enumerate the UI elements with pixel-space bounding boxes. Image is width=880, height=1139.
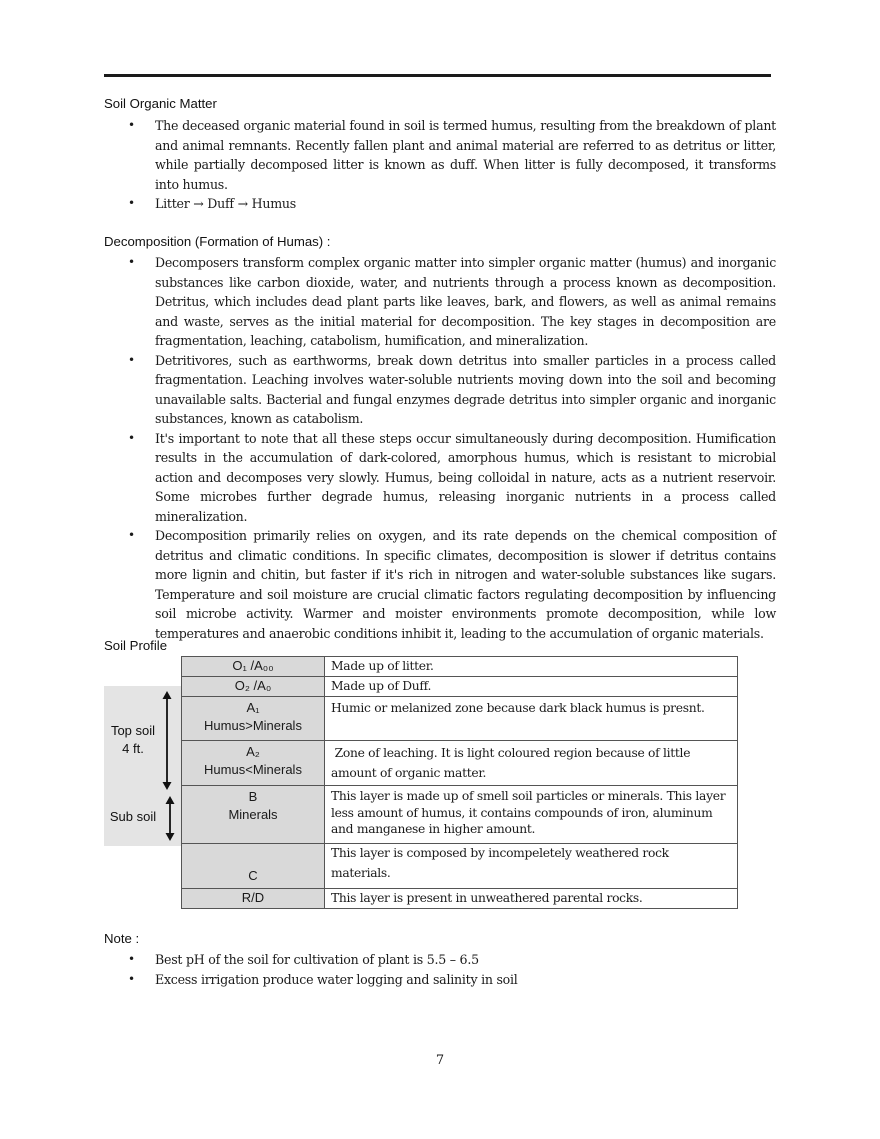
layer-cell: O₁ /A₀₀ [182,657,325,677]
list-item: • Detritivores, such as earthworms, break down detritus into smaller particles in a process called fragmentation. Leaching involves water-soluble nutrients moving down into the soil and becoming unavailable salts. Bacterial and fungal enzymes degrade detritus into simpler organic and inorganic substances, known as catabolism. [128,352,776,426]
description-cell: This layer is made up of smell soil particles or minerals. This layer less amount of humus, it contains compounds of iron, aluminum and manganese in higher amount. [325,786,738,844]
table-row [182,786,738,844]
description-cell: This layer is composed by incompeletely weathered rock materials. [325,844,738,889]
description-cell: Zone of leaching. It is light coloured region because of little amount of organic matter. [325,741,738,786]
description-cell: Humic or melanized zone because dark black humus is presnt. [325,697,738,741]
list-item: • Decomposers transform complex organic matter into simpler organic matter (humus) and inorganic substances like carbon dioxide, water, and nutrients through a process known as decomposition. Detritus, which includes dead plant parts like leaves, bark, and flowers, as well as animal remains and waste, serves as the initial material for decomposition. The key stages in decomposition are fragmentation, leaching, catabolism, humification, and mineralization. [128,255,776,348]
list-item: • Decomposition primarily relies on oxygen, and its rate depends on the chemical composition of detritus and climatic conditions. In specific climates, decomposition is slower if detritus contains more lignin and chitin, but faster if it's rich in nitrogen and water-soluble substances like sugars. Temperature and soil moisture are crucial climatic factors regulating decomposition by influencing soil microbe activity. Warmer and moister environments promote decomposition, while low temperatures and anaerobic conditions inhibit it, leading to the accumulation of organic materials. [128,528,776,641]
note-heading: Note : [104,931,140,946]
bullet-icon: • [128,952,135,966]
description-cell: This layer is present in unweathered parental rocks. [325,889,738,909]
table-row [182,741,738,786]
soil-organic-matter-list [104,116,776,214]
bullet-icon: • [128,528,135,542]
table-row [182,889,738,909]
list-item: • The deceased organic material found in soil is termed humus, resulting from the breakdown of plant and animal remnants. Recently fallen plant and animal material are referred to as detritus or litter, while partially decomposed litter is known as duff. When litter is fully decomposed, it transforms into humus. [128,118,776,192]
list-item: • Litter → Duff → Humus [104,194,776,214]
list-item: • Excess irrigation produce water logging and salinity in soil [104,970,776,990]
soil-organic-matter-heading: Soil Organic Matter [104,96,217,111]
layer-cell: R/D [182,889,325,909]
bullet-icon: • [128,196,135,210]
sub-soil-label: Sub soil [109,809,157,824]
bullet-icon: • [128,430,135,445]
layer-cell: A₂ Humus<Minerals [182,741,325,786]
decomposition-heading: Decomposition (Formation of Humas) : [104,234,331,249]
description-cell: Made up of Duff. [325,677,738,697]
soil-profile-table [181,656,738,909]
layer-cell: A₁ Humus>Minerals [182,697,325,741]
layer-cell: B Minerals [182,786,325,844]
soil-profile-heading: Soil Profile [104,638,168,653]
bullet-icon: • [128,352,135,367]
bullet-icon: • [128,255,135,269]
description-cell: Made up of litter. [325,657,738,677]
bullet-icon: • [128,971,135,986]
bullet-icon: • [128,118,135,132]
top-soil-depth: 4 ft. [122,741,144,756]
depth-arrows-icon [158,690,176,842]
table-row [182,657,738,677]
layer-cell: C [182,844,325,889]
layer-cell: O₂ /A₀ [182,677,325,697]
top-soil-label: Top soil 4 ft. [104,722,162,758]
note-list [104,950,776,989]
page-number: 7 [435,1053,445,1068]
list-item: • It's important to note that all these steps occur simultaneously during decomposition. Humification results in the accumulation of dark-colored, amorphous humus, which is resistant to microbial action and decomposes very slowly. Humus, being colloidal in nature, acts as a nutrient reservoir. Some microbes further degrade humus, releasing inorganic nutrients in a process called mineralization. [128,430,776,524]
table-row [182,697,738,741]
header-rule [104,74,771,77]
table-row [182,677,738,697]
decomposition-list [104,253,776,643]
table-row [182,844,738,889]
list-item: • Best pH of the soil for cultivation of plant is 5.5 – 6.5 [104,950,776,970]
